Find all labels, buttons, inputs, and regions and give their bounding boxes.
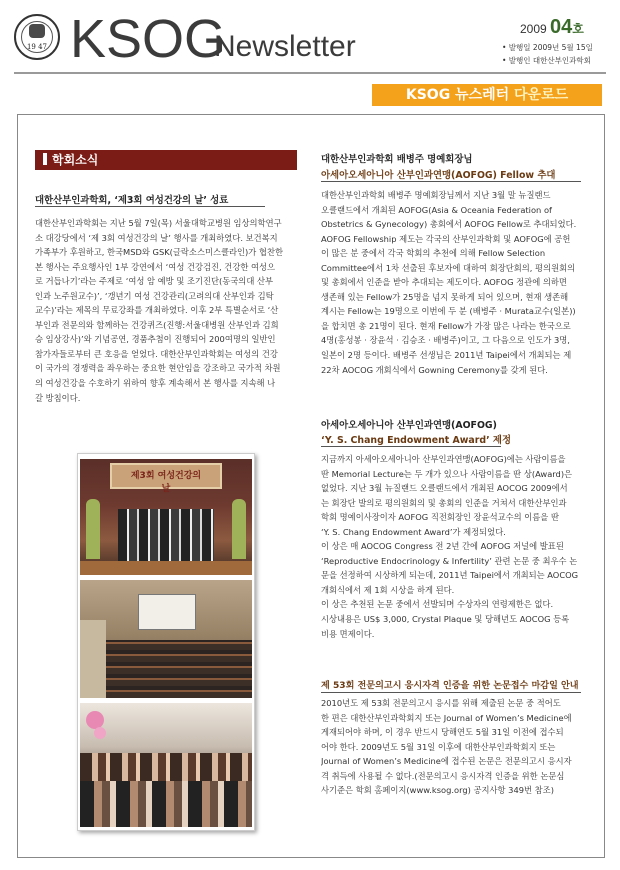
article2-line: 문을 선정하여 시상하게 되는데, 2011년 Taipei에서 개최되는 AOCOG xyxy=(321,570,579,581)
article-title: 대한산부인과학회, ‘제3회 여성건강의 날’ 성료 xyxy=(35,195,229,206)
article1-title-line1: 대한산부인과학회 배병주 명예회장님 xyxy=(321,154,473,165)
article3-line: 게재되어야 하며, 이 경우 반드시 당해연도 5월 31일 이전에 접수되 xyxy=(321,727,564,738)
article2-title-line1: 아세아오세아니아 산부인과연맹(AOFOG) xyxy=(321,420,497,431)
article1-line: 을 합치면 총 21명이 된다. 현재 Fellow가 가장 많은 나라는 한국으로 xyxy=(321,320,571,331)
article2-line: 비용 면제이다. xyxy=(321,628,375,639)
society-seal-icon xyxy=(14,14,60,60)
section-title: 학회소식 xyxy=(52,153,99,167)
article1-line: 일본이 2명 등이다. 배병주 선생님은 2011년 Taipei에서 개최되는 제 xyxy=(321,350,572,361)
article2-body xyxy=(321,452,584,641)
article1-line: AOFOG Fellowship 제도는 각국의 산부인과학회 및 AOFOG에 공헌 xyxy=(321,233,571,244)
article-line: 갈 방침이다. xyxy=(35,392,81,403)
article1-line: 22차 AOCOG 개회식에서 Gowning Ceremony를 갖게 된다. xyxy=(321,364,548,375)
article2-line: 는 회장단 발의로 평의원회의 및 총회의 인준을 거쳐서 대한산부인과 xyxy=(321,497,567,508)
article1-underline xyxy=(321,181,581,182)
issue-no: 04 xyxy=(550,16,573,38)
publisher: • 발행인 대한산부인과학회 xyxy=(502,56,591,65)
article-line: 교수)’라는 제목의 무료강좌를 개최하였다. 이후 2부 특별순서로 ‘산 xyxy=(35,305,279,316)
article-line: 인과 노주원교수)’, ‘갱년기 여성 건강관리(고려의대 산부인과 김탁 xyxy=(35,290,274,301)
article2-line: 이 상은 추천된 논문 중에서 선발되며 수상자의 연령제한은 없다. xyxy=(321,599,554,610)
section-marker-icon xyxy=(43,153,47,165)
section-header xyxy=(35,150,297,170)
article2-line: 이 상은 매 AOCOG Congress 전 2년 간에 AOFOG 저널에 발표된 xyxy=(321,541,564,552)
download-label: KSOG 뉴스레터 xyxy=(405,87,515,103)
newsletter-logo-sub: Newsletter xyxy=(214,30,356,63)
newsletter-download-button[interactable] xyxy=(372,84,602,106)
auditorium-photo xyxy=(80,580,252,698)
article2-line: ‘Reproductive Endocrinology & Infertility’ 관련 논문 중 최우수 논 xyxy=(321,555,578,566)
article3-line: 2010년도 제 53회 전문의고시 응시를 위해 제출된 논문 중 적어도 xyxy=(321,698,561,708)
article3-body xyxy=(321,696,584,798)
article1-line: 대한산부인과학회 배병주 명예회장님께서 지난 3월 말 뉴질랜드 xyxy=(321,190,551,200)
article3-underline xyxy=(321,692,581,693)
article1-title-line2: 아세아오세아니아 산부인과연맹(AOFOG) Fellow 추대 xyxy=(321,170,556,181)
article-line: 부인과 전문의와 함께하는 건강퀴즈(진행:서울대병원 산부인과 김희 xyxy=(35,319,279,330)
group-photo xyxy=(80,459,252,575)
article-line: 가족부가 후원하고, 한국MSD와 GSK(글락소스미스클라인)가 협찬한 xyxy=(35,247,283,258)
header-divider xyxy=(14,72,606,74)
article3-line: 사기준은 학회 홈페이지(www.ksog.org) 공지사항 349번 참조) xyxy=(321,785,554,796)
article-line: 소 대강당에서 ‘제 3회 여성건강의 날’ 행사를 개최하였다. 보건복지 xyxy=(35,232,278,243)
article-line: 승 임상강사)’와 기념공연, 경품추첨이 진행되어 200여명의 일반인 xyxy=(35,334,276,345)
issue-year: 2009 xyxy=(520,22,547,36)
newsletter-logo: KSOG xyxy=(70,9,227,69)
article3-title: 제 53회 전문의고시 응시자격 인증을 위한 논문접수 마감일 안내 xyxy=(321,681,579,691)
article-line: 로 거듭나기’라는 주제로 ‘여성 암 예방 및 조기진단(동국의대 산부 xyxy=(35,276,273,287)
download-label-highlight: 다운로드 xyxy=(514,87,569,103)
banner-text: 제3회 여성건강의 날 xyxy=(130,471,202,494)
article1-line: 및 총회에서 인준을 받아 추대되는 제도이다. AOFOG 정관에 의하면 xyxy=(321,277,567,288)
article1-line: 4명(홍성봉 · 장윤석 · 김승조 · 배병주)이고, 그 다음으로 인도가 3명, xyxy=(321,335,570,346)
audience-photo xyxy=(80,703,252,827)
article1-line: 오클랜드에서 개최된 AOFOG(Asia & Oceania Federation of xyxy=(321,204,552,215)
event-photo-collage xyxy=(77,453,255,831)
article2-line: 시상내용은 US$ 3,000, Crystal Plaque 및 당해년도 AOCOG 등록 xyxy=(321,614,570,625)
article1-line: 계시는 Fellow는 19명으로 이번에 두 분 (배병주 · Murata교수(일본)) xyxy=(321,306,576,317)
article-body xyxy=(35,216,298,405)
seal-year: 19 47 xyxy=(26,43,48,51)
article3-line: 한 편은 대한산부인과학회지 또는 Journal of Women’s Medicine에 xyxy=(321,712,572,723)
article2-underline xyxy=(321,446,501,447)
article-line: 대한산부인과학회는 지난 5월 7일(목) 서울대학교병원 임상의학연구 xyxy=(35,218,282,228)
article2-line: 개회식에서 제 1회 시상을 하게 된다. xyxy=(321,584,455,595)
title-underline xyxy=(35,206,265,207)
issue-suffix: 호 xyxy=(572,22,584,36)
article2-line: 딴 Memorial Lecture는 두 개가 있으나 사람이름을 딴 상(Award)은 xyxy=(321,468,573,479)
article2-line: 학회 명예이사장이자 AOFOG 직전회장인 장윤석교수의 이름을 딴 xyxy=(321,512,559,523)
publish-date: • 발행일 2009년 5월 15일 xyxy=(502,43,593,52)
article1-body xyxy=(321,188,584,377)
article-line: 참가자들로부터 큰 호응을 얻었다. 대한산부인과학회는 여성의 건강 xyxy=(35,348,278,359)
article-line: 본 행사는 주요행사인 1부 강연에서 ‘여성 건강검진, 건강한 여성으 xyxy=(35,261,276,272)
article2-line: ‘Y. S. Chang Endowment Award’가 제정되었다. xyxy=(321,526,506,537)
article1-line: 생존해 있는 Fellow가 25명을 넘지 못하게 되어 있으며, 현재 생존해 xyxy=(321,291,569,302)
article1-line: 이 많은 분 중에서 각국 학회의 추천에 의해 Fellow Selection xyxy=(321,248,546,259)
article1-line: Obstetrics & Gynecology) 총회에서 AOFOG Fellow로 추대되었다. xyxy=(321,219,577,230)
article3-line: Journal of Women’s Medicine에 접수된 논문은 전문의고시 응시자 xyxy=(321,756,572,767)
article1-line: Committee에서 1차 선출된 후보자에 대하여 회장단회의, 평의원회의 xyxy=(321,262,576,273)
article3-line: 격 취득에 사용될 수 없다.(전문의고시 응시자격 인증을 위한 논문심 xyxy=(321,770,565,781)
article3-line: 어야 한다. 2009년도 5월 31일 이후에 대한산부인과학회지 또는 xyxy=(321,741,556,752)
article-line: 이 국가의 경쟁력을 좌우하는 중요한 현안임을 강조하고 국가적 차원 xyxy=(35,363,281,374)
issue-number xyxy=(520,16,584,39)
article2-line: 없었다. 지난 3월 뉴질랜드 오클랜드에서 개최된 AOCOG 2009에서 xyxy=(321,483,568,494)
article2-line: 지금까지 아세아오세아니아 산부인과연맹(AOFOG)에는 사람이름을 xyxy=(321,454,566,464)
article2-title-line2: ‘Y. S. Chang Endowment Award’ 제정 xyxy=(321,435,512,446)
article-line: 의 여성건강을 수호하기 위하여 향후 계속해서 본 행사를 지속해 나 xyxy=(35,378,276,389)
